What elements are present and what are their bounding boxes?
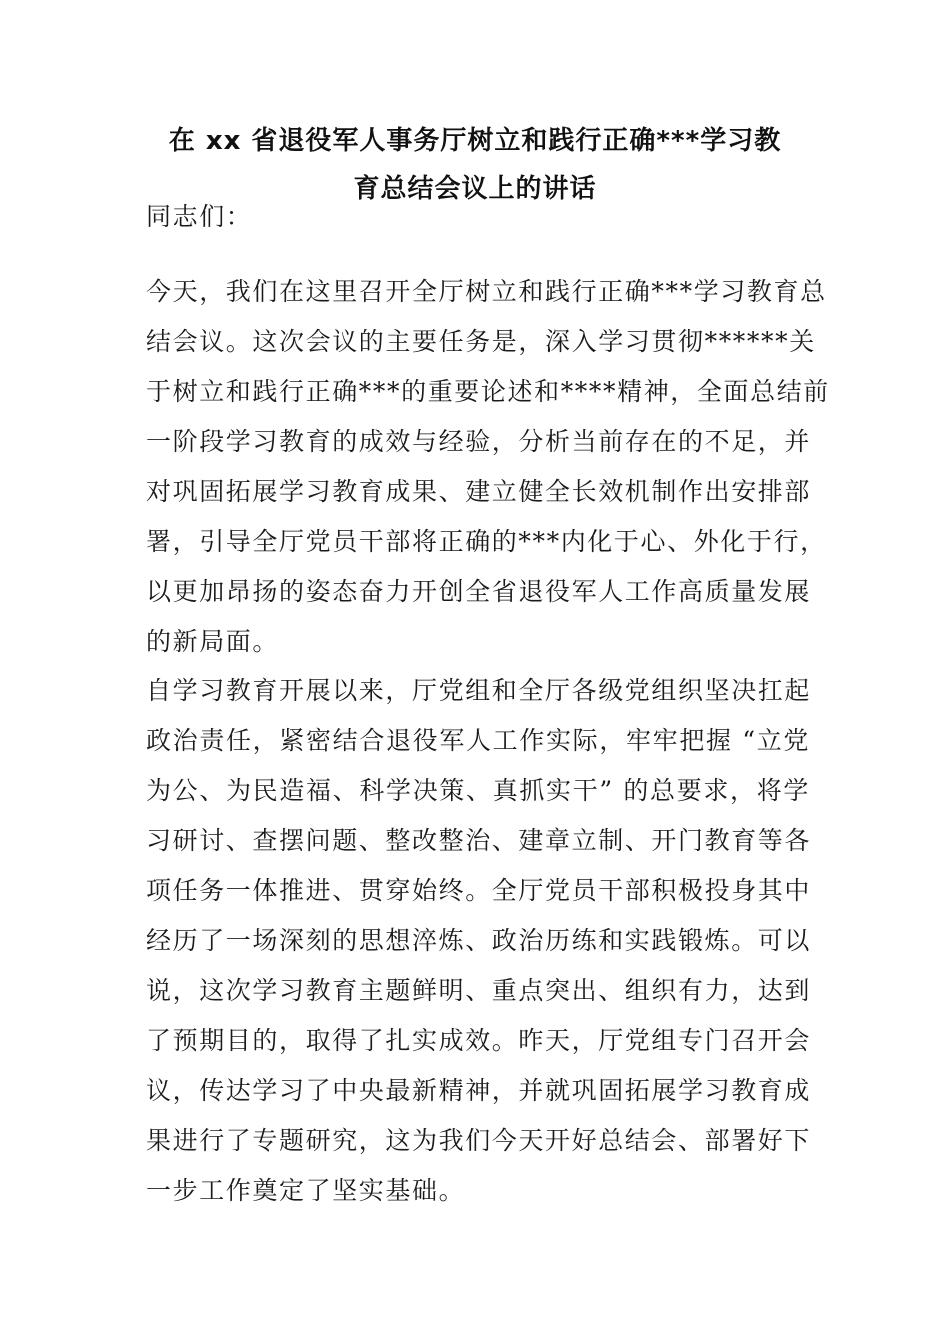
paragraph-line: 说，这次学习教育主题鲜明、重点突出、组织有力，达到: [146, 976, 812, 1005]
paragraph-line: 习研讨、查摆问题、整改整治、建章立制、开门教育等各: [146, 826, 812, 855]
paragraph-line: 的新局面。: [146, 627, 280, 656]
paragraph-line: 对巩固拓展学习教育成果、建立健全长效机制作出安排部: [146, 477, 812, 506]
paragraph-line: 一步工作奠定了坚实基础。: [146, 1176, 466, 1205]
document-title-line-1: 在 xx 省退役军人事务厅树立和践行正确***学习教: [168, 126, 782, 156]
paragraph-line: 政治责任，紧密结合退役军人工作实际，牢牢把握 “立党: [146, 726, 810, 755]
paragraph-line: 今天，我们在这里召开全厅树立和践行正确***学习教育总: [146, 277, 827, 306]
paragraph-line: 于树立和践行正确***的重要论述和****精神，全面总结前: [146, 377, 830, 406]
greeting-text: 同志们：: [146, 202, 253, 231]
paragraph-line: 以更加昂扬的姿态奋力开创全省退役军人工作高质量发展: [146, 577, 812, 606]
paragraph-1: [146, 267, 830, 667]
document-title-line-2: 育总结会议上的讲话: [353, 174, 597, 204]
paragraph-line: 结会议。这次会议的主要任务是，深入学习贯彻******关: [146, 327, 816, 356]
paragraph-line: 署，引导全厅党员干部将正确的***内化于心、外化于行，: [146, 527, 827, 556]
paragraph-line: 果进行了专题研究，这为我们今天开好总结会、部署好下: [146, 1126, 812, 1155]
paragraph-line: 一阶段学习教育的成效与经验，分析当前存在的不足，并: [146, 427, 812, 456]
paragraph-line: 项任务一体推进、贯穿始终。全厅党员干部积极投身其中: [146, 876, 812, 905]
paragraph-line: 自学习教育开展以来，厅党组和全厅各级党组织坚决扛起: [146, 676, 812, 705]
paragraph-line: 经历了一场深刻的思想淬炼、政治历练和实践锻炼。可以: [146, 926, 812, 955]
paragraph-line: 为公、为民造福、科学决策、真抓实干” 的总要求，将学: [146, 776, 810, 805]
paragraph-line: 议，传达学习了中央最新精神，并就巩固拓展学习教育成: [146, 1076, 812, 1105]
greeting: [146, 192, 810, 242]
paragraph-2: [146, 666, 810, 1216]
paragraph-line: 了预期目的，取得了扎实成效。昨天，厅党组专门召开会: [146, 1026, 812, 1055]
